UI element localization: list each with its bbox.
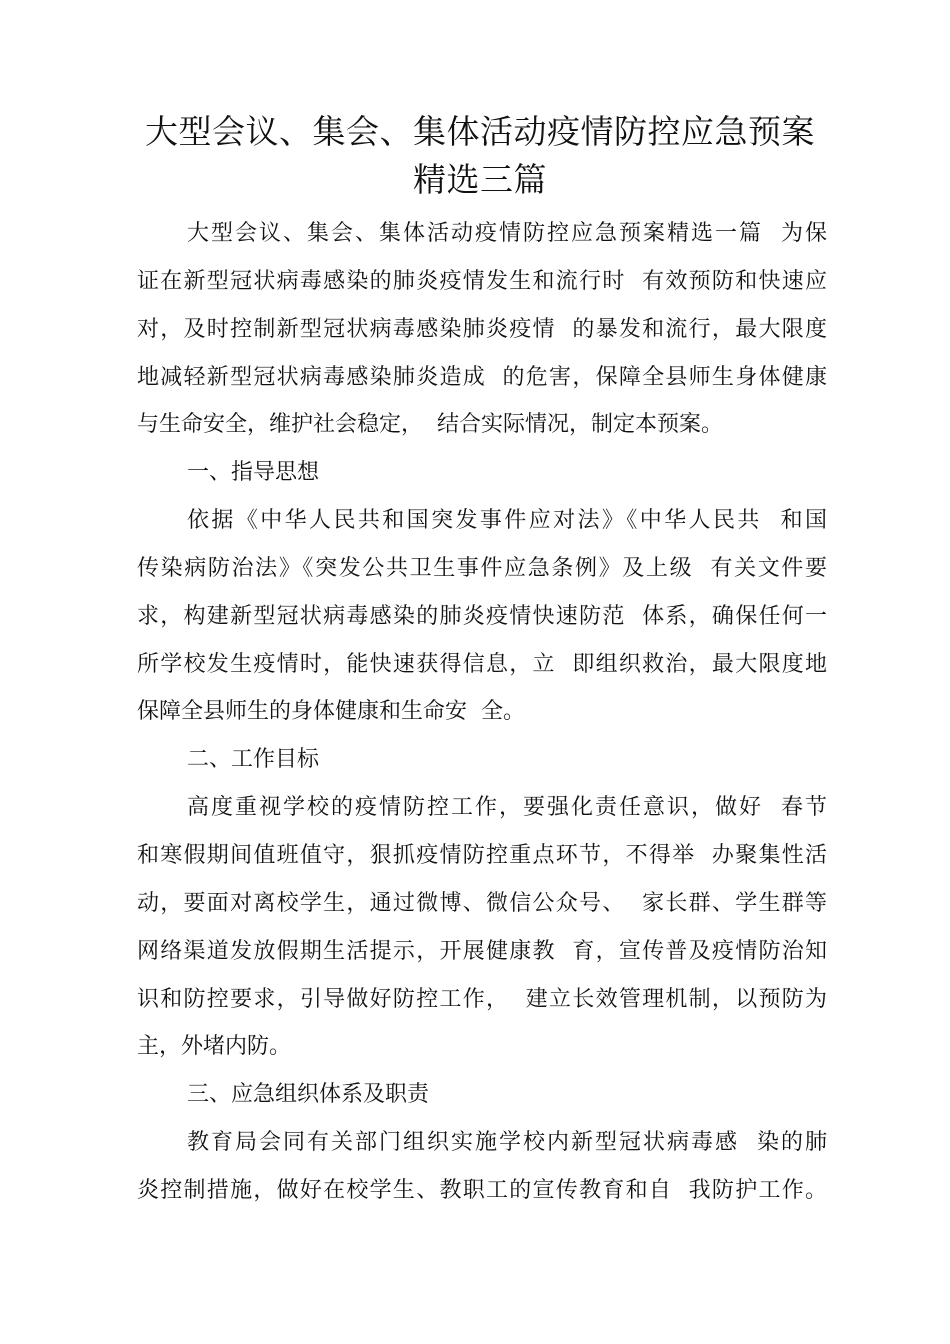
paragraph-line: 所学校发生疫情时，能快速获得信息，立 即组织救治，最大限度地	[137, 652, 827, 677]
paragraph-line: 对，及时控制新型冠状病毒感染肺炎疫情 的暴发和流行，最大限度	[137, 317, 827, 342]
paragraph-line: 证在新型冠状病毒感染的肺炎疫情发生和流行时 有效预防和快速应	[137, 269, 827, 294]
section-heading: 二、工作目标	[187, 747, 320, 772]
paragraph-line: 主，外堵内防。	[137, 1034, 292, 1059]
paragraph-line: 求，构建新型冠状病毒感染的肺炎疫情快速防范 体系，确保任何一	[137, 604, 827, 629]
section-heading: 一、指导思想	[187, 460, 320, 485]
paragraph-line: 传染病防治法》《突发公共卫生事件应急条例》及上级 有关文件要	[137, 556, 827, 581]
paragraph-line: 炎控制措施，做好在校学生、教职工的宣传教育和自 我防护工作。	[137, 1178, 827, 1203]
paragraph-line: 保障全县师生的身体健康和生命安 全。	[137, 699, 525, 724]
paragraph-line: 与生命安全，维护社会稳定， 结合实际情况，制定本预案。	[137, 412, 723, 437]
paragraph-line: 高度重视学校的疫情防控工作，要强化责任意识，做好 春节	[187, 795, 827, 820]
paragraph-line: 依据《中华人民共和国突发事件应对法》《中华人民共 和国	[187, 508, 827, 533]
paragraph-line: 教育局会同有关部门组织实施学校内新型冠状病毒感 染的肺	[187, 1130, 827, 1155]
paragraph-line: 地减轻新型冠状病毒感染肺炎造成 的危害，保障全县师生身体健康	[137, 365, 827, 390]
paragraph-line: 识和防控要求，引导做好防控工作， 建立长效管理机制，以预防为	[137, 987, 827, 1012]
paragraph-line: 和寒假期间值班值守，狠抓疫情防控重点环节，不得举 办聚集性活	[137, 843, 827, 868]
section-heading: 三、应急组织体系及职责	[187, 1082, 430, 1107]
document-title-line-2: 精选三篇	[413, 160, 547, 199]
paragraph-line: 大型会议、集会、集体活动疫情防控应急预案精选一篇 为保	[187, 221, 827, 246]
paragraph-line: 网络渠道发放假期生活提示，开展健康教 育，宣传普及疫情防治知	[137, 939, 827, 964]
paragraph-line: 动，要面对离校学生，通过微博、微信公众号、 家长群、学生群等	[137, 891, 827, 916]
document-title-line-1: 大型会议、集会、集体活动疫情防控应急预案	[145, 112, 815, 151]
